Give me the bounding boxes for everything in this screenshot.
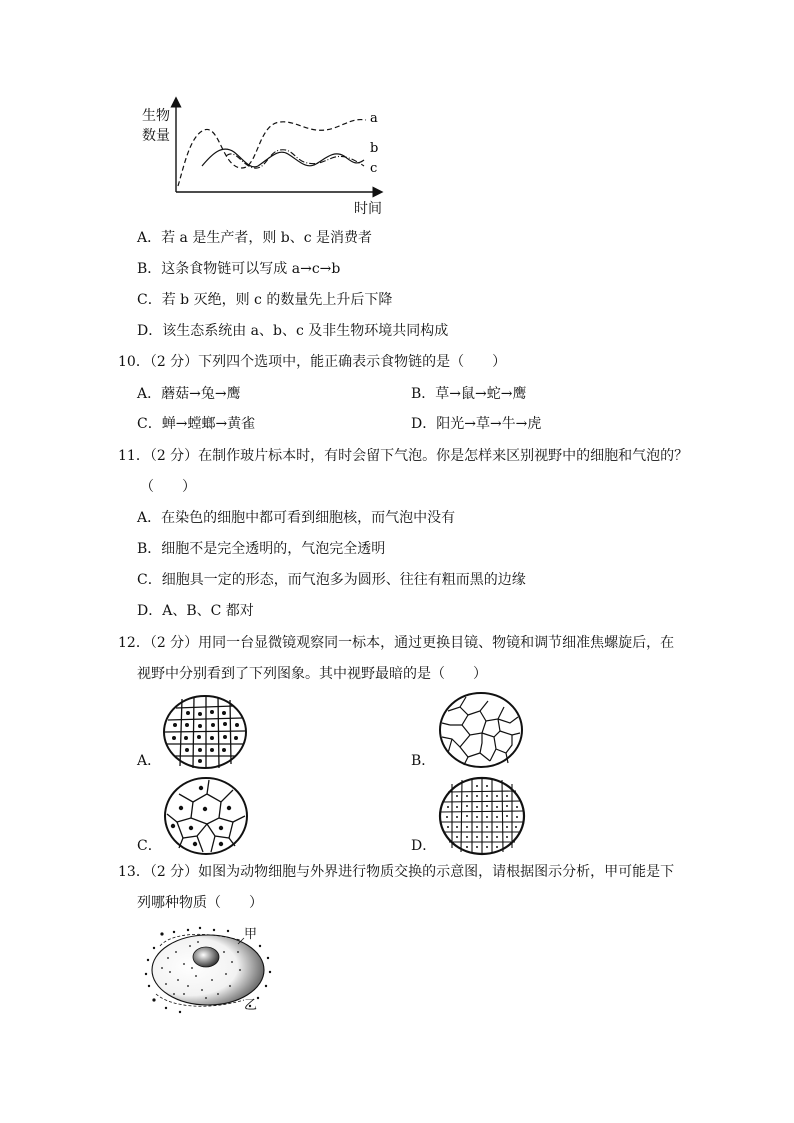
q10-option-a: A．蘑菇→兔→鹰 xyxy=(137,386,241,402)
q10-option-c: C．蝉→螳螂→黄雀 xyxy=(137,416,256,432)
curve-a xyxy=(178,120,366,186)
micro-view-c xyxy=(163,776,249,856)
q9-option-b: B．这条食物链可以写成 a→c→b xyxy=(137,261,341,277)
q9-option-d: D．该生态系统由 a、b、c 及非生物环境共同构成 xyxy=(137,323,449,339)
q12-label-d: D． xyxy=(411,838,437,854)
q10-option-d: D．阳光→草→牛→虎 xyxy=(411,416,542,432)
q10-stem: 10．（2 分）下列四个选项中，能正确表示食物链的是（ ） xyxy=(118,354,507,370)
curve-c-label: c xyxy=(370,161,378,176)
q11-stem-line2: （ ） xyxy=(140,479,196,495)
q9-option-a: A．若 a 是生产者，则 b、c 是消费者 xyxy=(137,230,373,246)
graph-ylabel-line1: 生物 xyxy=(142,108,170,124)
q12-label-a: A． xyxy=(137,753,162,769)
cell-membrane xyxy=(152,935,264,1005)
q11-option-d: D．A、B、C 都对 xyxy=(137,603,254,619)
q11-stem-line1: 11．（2 分）在制作玻片标本时，有时会留下气泡。你是怎样来区别视野中的细胞和气泡的？ xyxy=(118,448,689,464)
micro-view-d xyxy=(438,776,526,856)
curve-b-label: b xyxy=(370,141,379,156)
micro-view-b xyxy=(438,691,524,769)
q11-option-c: C．细胞具一定的形态，而气泡多为圆形、往往有粗而黑的边缘 xyxy=(137,572,526,588)
q12-label-b: B． xyxy=(411,753,436,769)
micro-view-a xyxy=(162,694,248,770)
q13-stem-line2: 列哪种物质（ ） xyxy=(137,895,263,911)
curve-a-label: a xyxy=(370,111,378,126)
q12-stem-line2: 视野中分别看到了下列图象。其中视野最暗的是（ ） xyxy=(137,666,487,682)
q9-option-c: C．若 b 灭绝，则 c 的数量先上升后下降 xyxy=(137,292,393,308)
q12-stem-line1: 12．（2 分）用同一台显微镜观察同一标本，通过更换目镜、物镜和调节细准焦螺旋后，在 xyxy=(118,635,675,651)
graph-xlabel: 时间 xyxy=(354,201,382,217)
q12-label-c: C． xyxy=(137,838,162,854)
q13-stem-line1: 13．（2 分）如图为动物细胞与外界进行物质交换的示意图，请根据图示分析，甲可能是下 xyxy=(118,864,675,880)
curve-b xyxy=(202,149,364,167)
q13-label-yi: 乙 xyxy=(244,998,258,1013)
q10-option-b: B．草→鼠→蛇→鹰 xyxy=(411,386,527,402)
graph-ylabel-line2: 数量 xyxy=(142,128,170,144)
cell-nucleus xyxy=(193,947,219,967)
q11-option-b: B．细胞不是完全透明的，气泡完全透明 xyxy=(137,541,386,557)
q13-label-jia: 甲 xyxy=(244,927,258,942)
q11-option-a: A．在染色的细胞中都可看到细胞核，而气泡中没有 xyxy=(137,510,456,526)
